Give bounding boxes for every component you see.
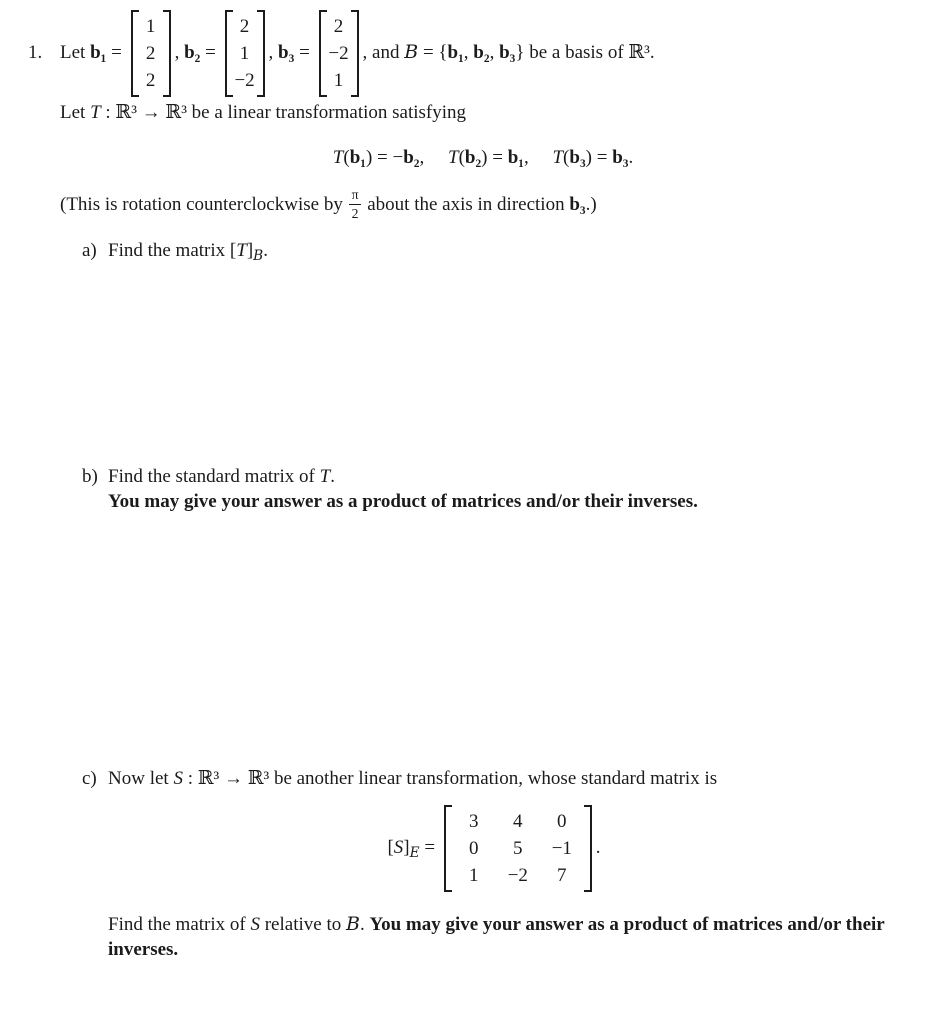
- rotation-note-pre: (This is rotation counterclockwise by: [60, 194, 348, 216]
- intro-seg-4: , and B = {b₁, b₂, b₃} be a basis of ℝ³.: [362, 40, 655, 63]
- fraction-numerator: π: [351, 187, 359, 203]
- intro-seg-2: , b₂ =: [174, 41, 221, 63]
- rotation-note-post: about the axis in direction b₃.): [362, 194, 597, 216]
- part-b-instruction: You may give your answer as a product of matrices and/or their inverses.: [108, 491, 698, 513]
- s-standard-matrix: [444, 805, 592, 892]
- part-c-line: [82, 767, 906, 792]
- s-matrix-equation: [82, 805, 906, 892]
- part-a-text: Find the matrix $[T]_B$.: [108, 239, 268, 264]
- s-entry-21: 0: [469, 838, 479, 860]
- answer-space-b: [60, 515, 906, 749]
- b1-entry-1: 1: [145, 16, 156, 37]
- vector-b1-matrix: [131, 10, 171, 97]
- intro-seg-3: , b₃ =: [268, 41, 315, 63]
- problem-number: 1.: [28, 41, 43, 63]
- b2-entry-2: 1: [239, 43, 250, 64]
- s-entry-13: 0: [557, 811, 567, 833]
- rotation-note: [60, 188, 906, 220]
- intro-seg-1: Let b₁ =: [60, 41, 127, 63]
- part-b-text: Find the standard matrix of T.: [108, 466, 335, 488]
- part-a: [82, 239, 906, 266]
- b1-entry-3: 2: [145, 70, 156, 91]
- problem-intro-line: [28, 10, 906, 97]
- s-entry-32: −2: [507, 865, 528, 887]
- s-entry-23: −1: [551, 838, 572, 860]
- part-c-text: Now let S : ℝ³ → ℝ³ be another linear transformation, whose standard matrix is: [108, 767, 718, 789]
- pi-over-2-fraction: [348, 188, 363, 220]
- s-equation-lhs: $[S]_E$ =: [387, 837, 440, 862]
- part-c-instruction: Find the matrix of S relative to B. You may give your answer as a product of matrices and/or their inverses.: [108, 913, 885, 961]
- b3-entry-1: 2: [333, 16, 344, 37]
- b2-entry-1: 2: [239, 16, 250, 37]
- b1-entry-2: 2: [145, 43, 156, 64]
- b2-entry-3: −2: [234, 70, 255, 91]
- part-c: [82, 767, 906, 963]
- transformation-definition-line: Let T : ℝ³ → ℝ³ be a linear transformation satisfying: [60, 102, 467, 123]
- problem-body: [60, 101, 906, 963]
- s-equation-period: .: [595, 837, 601, 859]
- vector-b2-matrix: [225, 10, 265, 97]
- s-entry-22: 5: [513, 838, 523, 860]
- s-entry-12: 4: [513, 811, 523, 833]
- part-b-label: b): [82, 466, 98, 488]
- part-a-label: a): [82, 239, 97, 261]
- s-entry-31: 1: [469, 865, 479, 887]
- s-entry-11: 3: [469, 811, 479, 833]
- fraction-denominator: 2: [349, 204, 362, 221]
- b3-entry-3: 1: [333, 70, 344, 91]
- t-equation: T(b₁) = −b₂, T(b₂) = b₁, T(b₃) = b₃.: [332, 146, 634, 168]
- part-b: [82, 465, 906, 514]
- part-b-line: [82, 465, 906, 490]
- b3-entry-2: −2: [328, 43, 349, 64]
- vector-b3-matrix: [319, 10, 359, 97]
- s-entry-33: 7: [557, 865, 567, 887]
- answer-space-a: [60, 265, 906, 447]
- part-c-label: c): [82, 767, 97, 789]
